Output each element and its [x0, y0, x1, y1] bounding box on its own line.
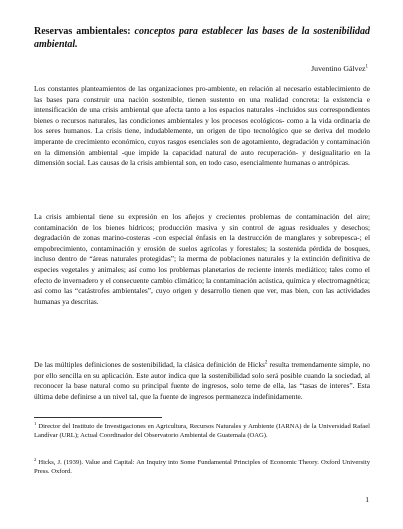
paragraph-3: [34, 360, 370, 402]
paragraph-3-start: De las múltiples definiciones de sostenibilidad, la clásica definición de Hicks: [34, 360, 265, 369]
footnote-2-text: Hicks, J. (1939). Value and Capital: An Inquiry into Some Fundamental Principles of Economic Theory. Oxford University Press. Oxford.: [34, 459, 370, 476]
footnote-divider: [34, 417, 162, 418]
footnote-2-mark: 2: [34, 456, 37, 462]
page-number: 1: [365, 495, 369, 504]
paragraph-2: La crisis ambiental tiene su expresión en los añejos y crecientes problemas de contaminación del aire; contaminación de los bienes hídricos; producción masiva y sin control de aguas residuales y desechos; degradación de zonas marino-costeras -con especial énfasis en la destrucción de manglares y sobrepesca-; el empobrecimiento, contaminación y erosión de suelos agrícolas y forestales; la sostenida pérdida de bosques, incluso dentro de “áreas naturales protegidas”; la merma de poblaciones naturales y la extinción definitiva de especies vegetales y animales; así como los problemas planetarios de reciente interés mediático; tales como el efecto de invernadero y el consecuente cambio climático; la contaminación acústica, química y electromagnética; así como las “catástrofes ambientales”, cuyo origen y desarrollo tienen que ver, mas bien, con las actividades humanas ya descritas.: [34, 212, 370, 306]
footnote-1: [34, 422, 370, 440]
document-title: [34, 26, 370, 51]
paragraph-1: Los constantes planteamientos de las organizaciones pro-ambiente, en relación al necesario establecimiento de las bases para construir una nación sostenible, tienen sustento en una realidad concreta: la existencia e intensificación de una crisis ambiental que afecta tanto a los espacios naturales -incluidos sus correspondientes bienes o recursos naturales, las condiciones ambientales y los procesos ecológicos- como a la vida ordinaria de los seres humanos. La crisis tiene, indudablemente, un origen de tipo tecnológico que se deriva del modelo imperante de crecimiento económico, cuyos rasgos esenciales son de agotamiento, degradación y contaminación en la dimensión ambiental -que impide la capacidad natural de auto recuperación- y desigualitario en la dimensión social. Las causas de la crisis ambiental son, en todo caso, esencialmente humanas o antrópicas.: [34, 84, 370, 168]
author-name: Juventino Gálvez: [311, 64, 366, 73]
author-line: [311, 64, 368, 74]
footnote-1-text: Director del Instituto de Investigaciones en Agricultura, Recursos Naturales y Ambiente (IARNA) de la Universidad Rafael Landívar (URL); Actual Coordinador del Observatorio Ambiental de Guatemala (OAG).: [34, 423, 370, 440]
paragraph-3-end: resulta tremendamente simple, no por ello sencilla en su aplicación. Este autor indica que la sostenibilidad solo será posible cuando la sociedad, al reconocer la base natural como su principal fuente de ingresos, solo teme de ella, las “tasas de interes”. Esta última debe definirse a un nivel tal, que la fuente de ingresos permanezca indefinidamente.: [34, 360, 371, 401]
title-italic-part: conceptos para establecer las bases de la sostenibilidad ambiental.: [34, 26, 370, 50]
footnote-1-mark: 1: [34, 420, 37, 426]
footnote-2: [34, 458, 370, 476]
title-bold-part: Reservas ambientales:: [34, 26, 135, 37]
hicks-footnote-mark: 2: [264, 360, 268, 366]
author-footnote-mark: 1: [365, 64, 368, 70]
